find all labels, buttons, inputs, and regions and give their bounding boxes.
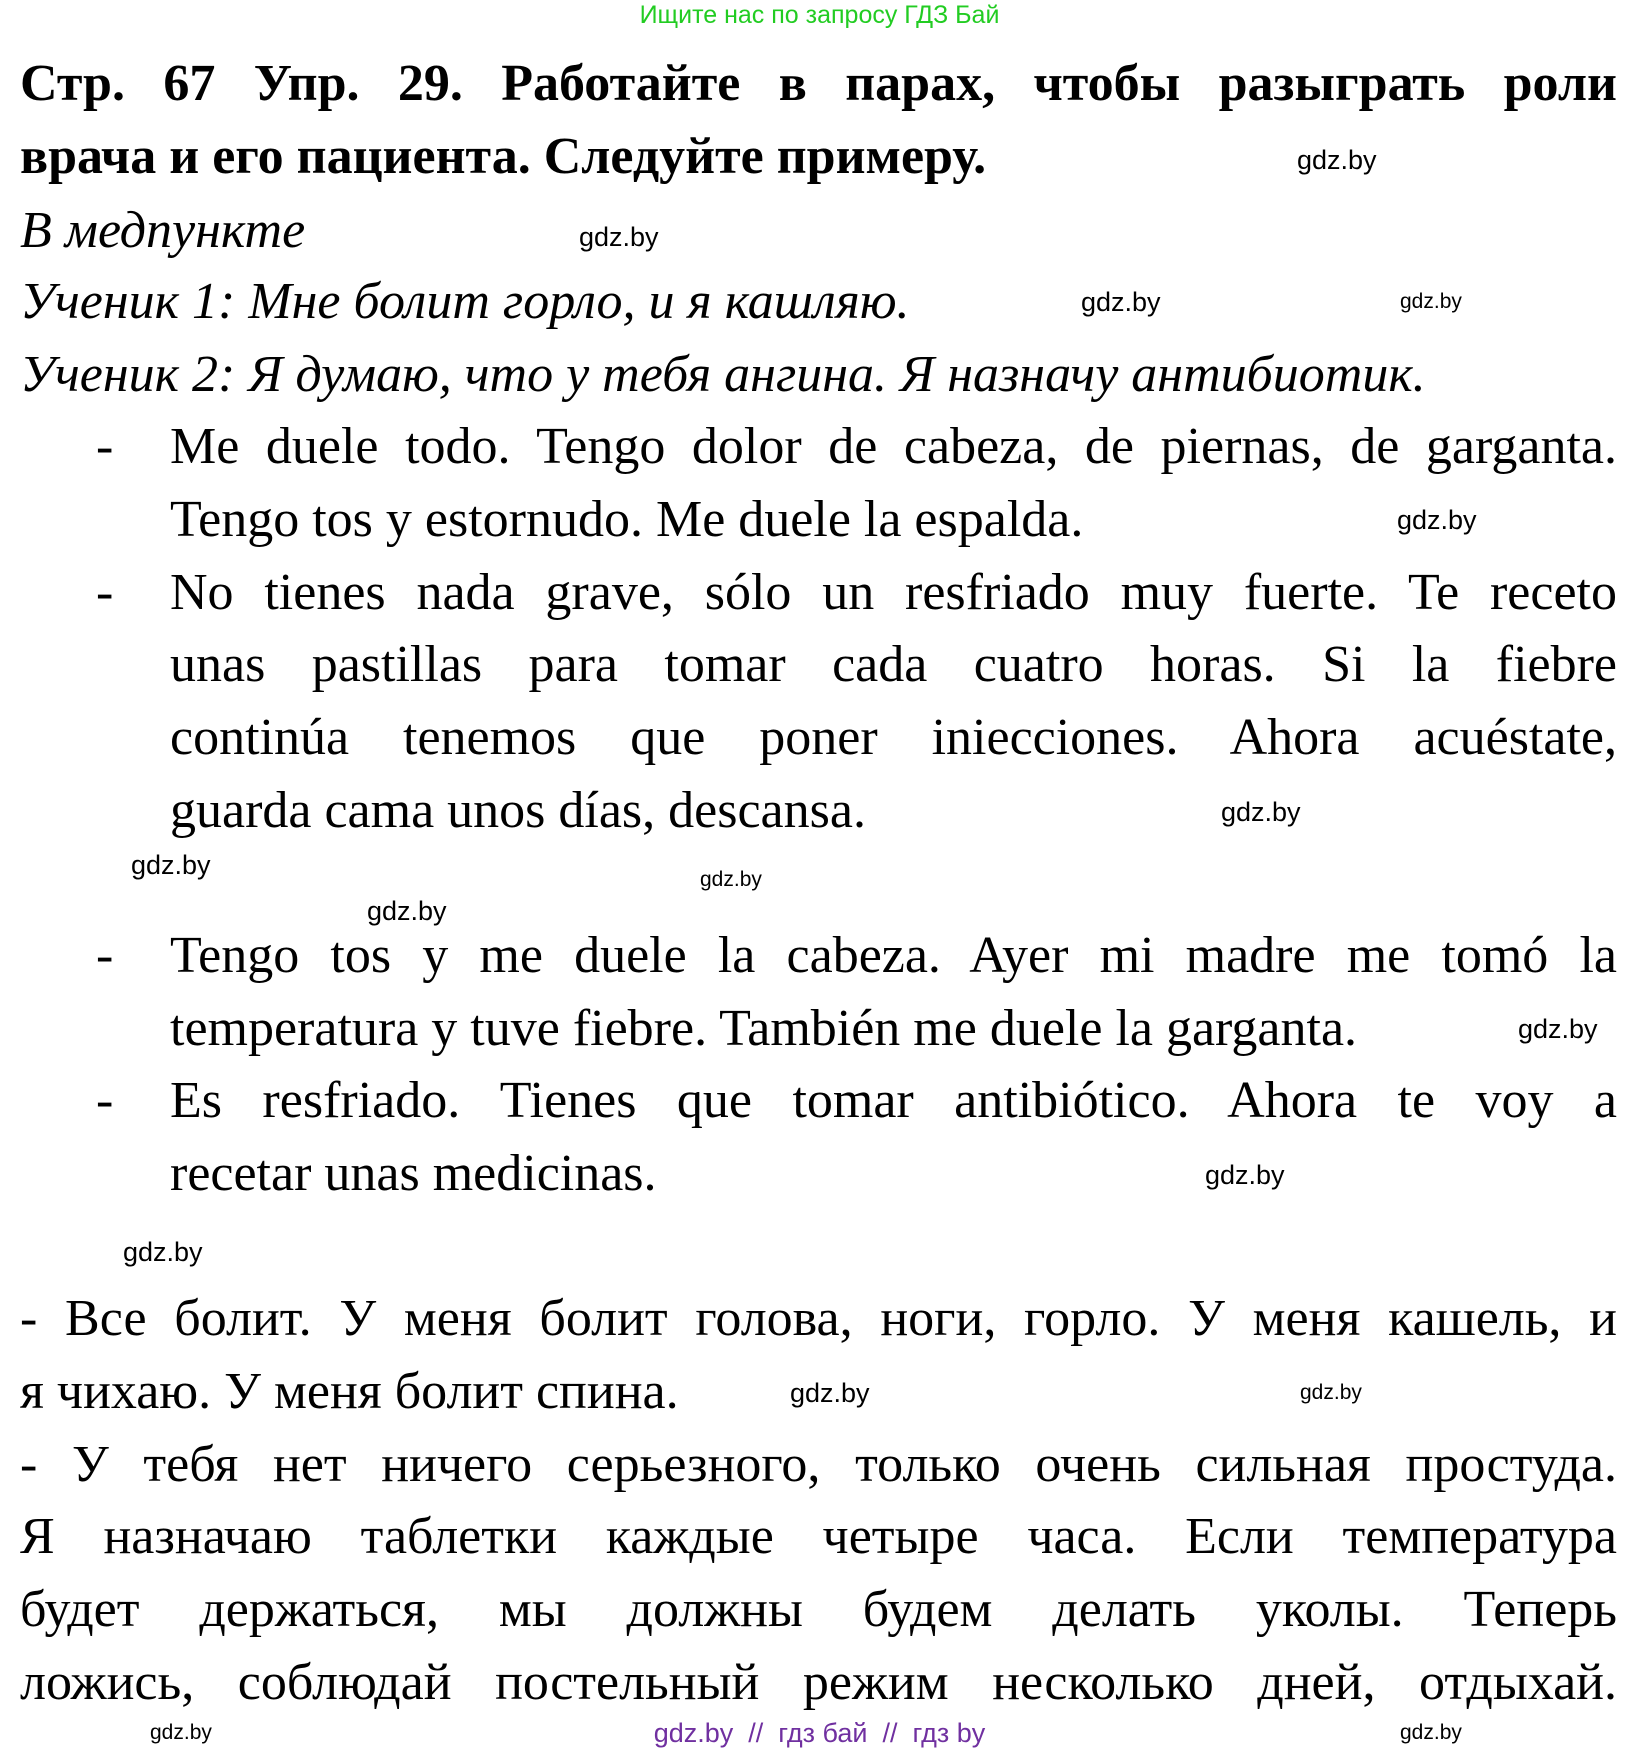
search-banner: Ищите нас по запросу ГДЗ Бай <box>639 1 1000 29</box>
russian-line: ложись, соблюдай постельный режим несколько дней, отдыхай. <box>20 1654 1617 1711</box>
spanish-line: guarda cama unos días, descansa. <box>170 782 866 839</box>
example-heading: В медпункте <box>20 202 306 259</box>
dash-bullet: - <box>96 418 114 475</box>
dash-bullet: - <box>96 564 114 621</box>
spanish-line: No tienes nada grave, sólo un resfriado muy fuerte. Te receto <box>170 564 1617 621</box>
footer-links: gdz.by // гдз бай // гдз by <box>653 1718 986 1748</box>
watermark: gdz.by <box>1205 1160 1285 1190</box>
russian-line: я чихаю. У меня болит спина. <box>20 1363 679 1420</box>
dash-bullet: - <box>96 927 114 984</box>
watermark: gdz.by <box>1300 1381 1362 1404</box>
russian-line: будет держаться, мы должны будем делать уколы. Теперь <box>20 1581 1617 1638</box>
spanish-line: Es resfriado. Tienes que tomar antibiótico. Ahora te voy a <box>170 1072 1617 1129</box>
spanish-line: recetar unas medicinas. <box>170 1145 657 1202</box>
watermark: gdz.by <box>1297 145 1377 175</box>
spanish-line: unas pastillas para tomar cada cuatro horas. Si la fiebre <box>170 636 1617 693</box>
watermark: gdz.by <box>131 850 211 880</box>
spanish-line: continúa tenemos que poner iniecciones. Ahora acuéstate, <box>170 709 1617 766</box>
watermark: gdz.by <box>1400 1721 1462 1744</box>
spanish-line: Tengo tos y me duele la cabeza. Ayer mi madre me tomó la <box>170 927 1617 984</box>
watermark: gdz.by <box>1397 505 1477 535</box>
watermark: gdz.by <box>367 896 447 926</box>
spanish-line: temperatura y tuve fiebre. También me duele la garganta. <box>170 1000 1358 1057</box>
watermark: gdz.by <box>700 868 762 891</box>
watermark: gdz.by <box>1518 1014 1598 1044</box>
example-line-2: Ученик 2: Я думаю, что у тебя ангина. Я назначу антибиотик. <box>20 346 1426 403</box>
russian-line: - У тебя нет ничего серьезного, только очень сильная простуда. <box>20 1436 1617 1493</box>
russian-line: - Все болит. У меня болит голова, ноги, горло. У меня кашель, и <box>20 1290 1617 1347</box>
example-line-1: Ученик 1: Мне болит горло, и я кашляю. <box>20 273 910 330</box>
spanish-line: Me duele todo. Tengo dolor de cabeza, de piernas, de garganta. <box>170 418 1617 475</box>
watermark: gdz.by <box>150 1721 212 1744</box>
russian-line: Я назначаю таблетки каждые четыре часа. Если температура <box>20 1508 1617 1565</box>
watermark: gdz.by <box>123 1237 203 1267</box>
watermark: gdz.by <box>579 222 659 252</box>
watermark: gdz.by <box>1400 290 1462 313</box>
dash-bullet: - <box>96 1072 114 1129</box>
watermark: gdz.by <box>790 1378 870 1408</box>
watermark: gdz.by <box>1081 287 1161 317</box>
title-line-1: Стр. 67 Упр. 29. Работайте в парах, чтобы разыграть роли <box>20 55 1617 112</box>
watermark: gdz.by <box>1221 797 1301 827</box>
title-line-2: врача и его пациента. Следуйте примеру. <box>20 128 987 185</box>
spanish-line: Tengo tos y estornudo. Me duele la espalda. <box>170 491 1084 548</box>
